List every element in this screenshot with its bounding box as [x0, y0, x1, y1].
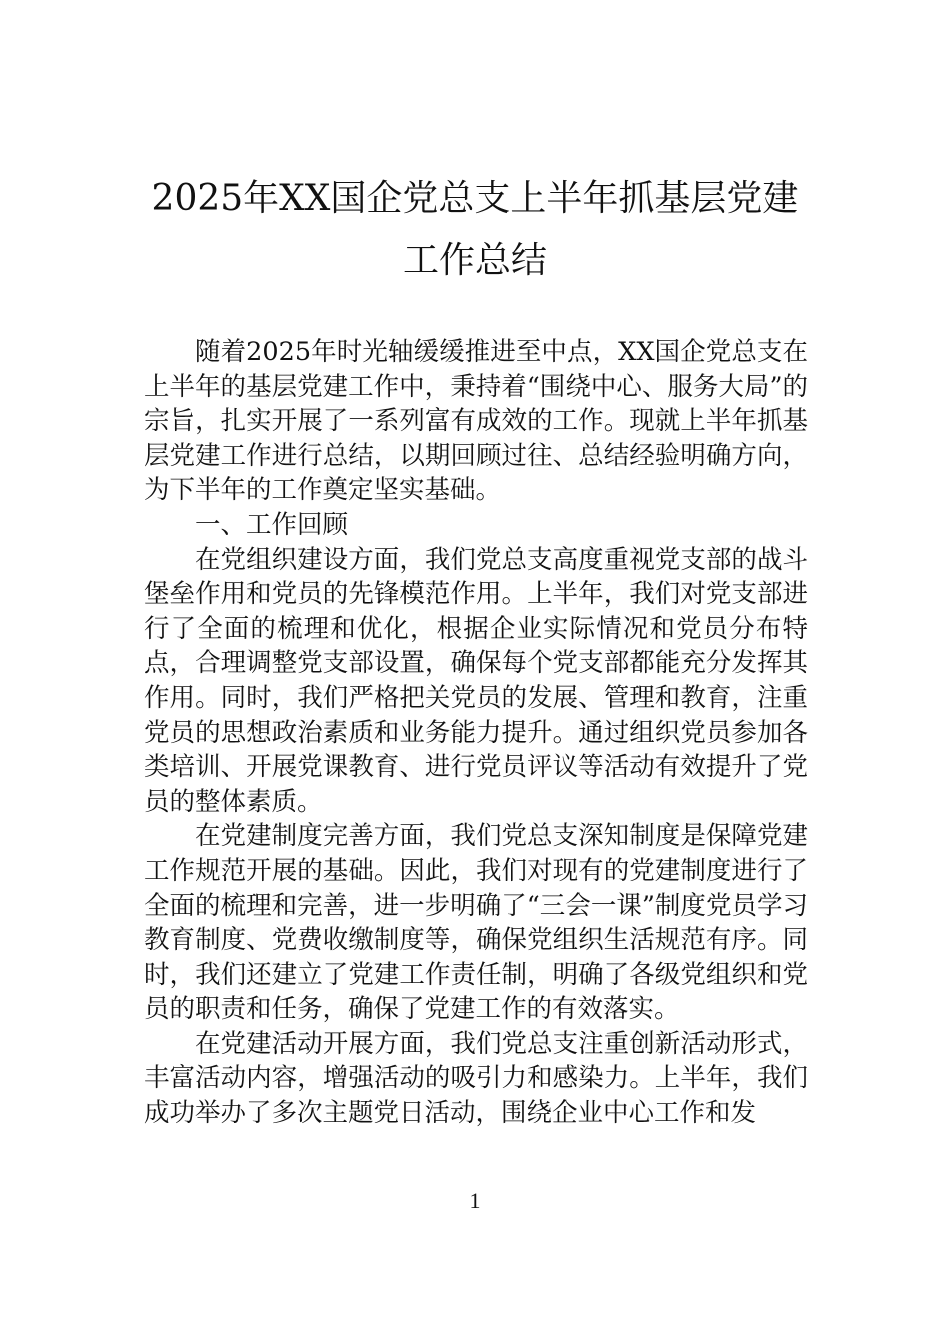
title-line-2: 工作总结: [402, 240, 547, 281]
document-body: [144, 335, 808, 1131]
title-line-1: 2025年XX国企党总支上半年抓基层党建: [151, 178, 799, 219]
party-activities-paragraph: 在党建活动开展方面，我们党总支注重创新活动形式，丰富活动内容，增强活动的吸引力和感染力。上半年，我们成功举办了多次主题党日活动，围绕企业中心工作和发: [144, 1028, 808, 1129]
section-heading: 一、工作回顾: [195, 509, 349, 540]
party-system-paragraph: 在党建制度完善方面，我们党总支深知制度是保障党建工作规范开展的基础。因此，我们对现有的党建制度进行了全面的梳理和完善，进一步明确了“三会一课”制度党员学习教育制度、党费收缴制度等，确保党组织生活规范有序。同时，我们还建立了党建工作责任制，明确了各级党组织和党员的职责和任务，确保了党建工作的有效落实。: [144, 821, 808, 1025]
intro-paragraph: 随着2025年时光轴缓缓推进至中点，XX国企党总支在上半年的基层党建工作中，秉持着“围绕中心、服务大局”的宗旨，扎实开展了一系列富有成效的工作。现就上半年抓基层党建工作进行总结，以期回顾过往、总结经验明确方向，为下半年的工作奠定坚实基础。: [144, 337, 808, 506]
page-number: 1: [469, 1188, 481, 1213]
party-organization-paragraph: 在党组织建设方面，我们党总支高度重视党支部的战斗堡垒作用和党员的先锋模范作用。上半年，我们对党支部进行了全面的梳理和优化，根据企业实际情况和党员分布特点，合理调整党支部设置，确保每个党支部都能充分发挥其作用。同时，我们严格把关党员的发展、管理和教育，注重党员的思想政治素质和业务能力提升。通过组织党员参加各类培训、开展党课教育、进行党员评议等活动有效提升了党员的整体素质。: [144, 544, 808, 817]
document-title: [130, 168, 820, 292]
